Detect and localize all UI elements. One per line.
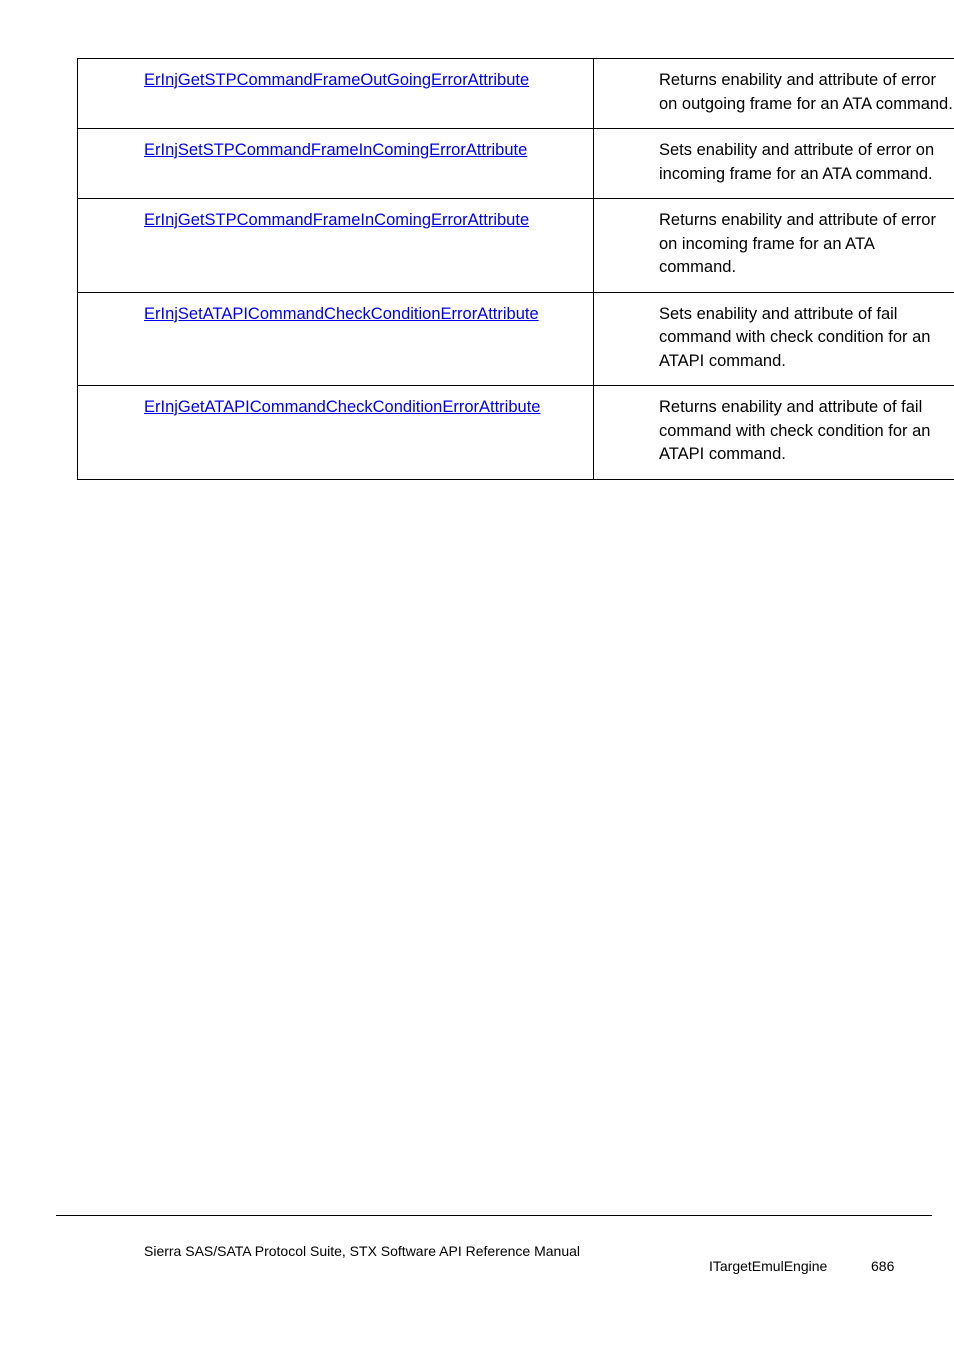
method-link[interactable]: ErInjSetATAPICommandCheckConditionErrorAttribute [144,304,539,323]
footer-manual-title: Sierra SAS/SATA Protocol Suite, STX Software API Reference Manual [144,1243,581,1259]
method-description: Returns enability and attribute of error on incoming frame for an ATA command. [594,199,954,293]
method-description: Sets enability and attribute of error on incoming frame for an ATA command. [594,129,954,199]
method-name-cell [78,199,594,293]
table-row [78,199,954,293]
footer-section-name: ITargetEmulEngine [709,1258,828,1274]
method-link[interactable]: ErInjGetATAPICommandCheckConditionErrorAttribute [144,398,541,416]
api-method-table [77,58,954,480]
footer-page-number: 686 [871,1258,895,1274]
method-name-cell [78,59,594,129]
table-row [78,129,954,199]
table-row [78,59,954,129]
method-link[interactable]: ErInjSetSTPCommandFrameInComingErrorAttribute [144,141,528,159]
method-name-cell [78,386,594,480]
method-description: Returns enability and attribute of error on outgoing frame for an ATA command. [594,59,954,129]
footer-divider [56,1215,932,1216]
method-name-cell [78,129,594,199]
method-link[interactable]: ErInjGetSTPCommandFrameInComingErrorAttribute [144,211,530,229]
method-name-cell [78,292,594,386]
table-row [78,386,954,480]
method-description: Sets enability and attribute of fail command with check condition for an ATAPI command. [594,292,954,386]
method-link[interactable]: ErInjGetSTPCommandFrameOutGoingErrorAttribute [144,71,530,89]
method-description: Returns enability and attribute of fail command with check condition for an ATAPI command. [594,386,954,480]
table-row [78,292,954,386]
